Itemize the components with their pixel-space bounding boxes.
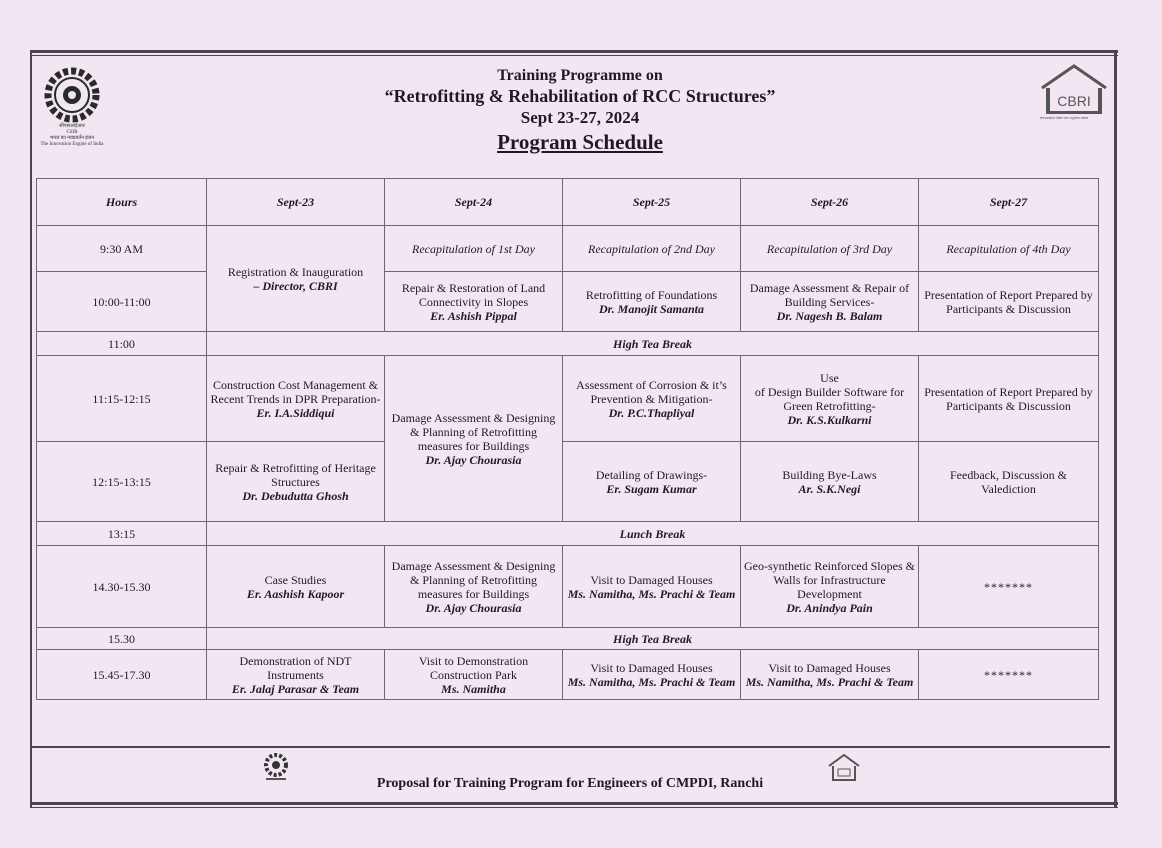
session-title: Damage Assessment & Designing & Planning of Retrofitting measures for Buildings: [391, 558, 556, 601]
bottom-border-rule-thin: [30, 807, 1118, 808]
session-speaker: Ms. Namitha, Ms. Prachi & Team: [567, 586, 736, 601]
footer-csir-logo: [262, 752, 290, 787]
session-title: Damage Assessment & Repair of Building Services-: [749, 280, 910, 309]
session-speaker: Dr. Ajay Chourasia: [425, 600, 522, 615]
session-cell: [385, 272, 563, 332]
hours-cell: 11:15-12:15: [37, 356, 207, 442]
recap-cell: Recapitulation of 3rd Day: [741, 226, 919, 272]
csir-caption-3: भारत का नवप्रवर्तन इंजन: [49, 136, 95, 141]
session-cell: [385, 546, 563, 628]
session-title: Visit to Damaged Houses: [590, 660, 713, 675]
session-cell: [207, 356, 385, 442]
session-title: Repair & Retrofitting of Heritage Structures: [215, 460, 376, 489]
hours-cell: 11:00: [37, 332, 207, 356]
session-title: Retrofitting of Foundations: [585, 287, 718, 302]
session-title: Registration & Inauguration: [227, 264, 364, 279]
top-border-rule-thin: [30, 55, 1118, 56]
cbri-tagline: सीएसआईआर-केंद्रीय भवन अनुसंधान संस्थान: [1040, 116, 1089, 120]
hours-cell: 15.45-17.30: [37, 650, 207, 700]
hours-cell: 12:15-13:15: [37, 442, 207, 522]
session-cell: [563, 650, 741, 700]
session-speaker: Er. Ashish Pippal: [430, 308, 517, 323]
session-cell: [385, 650, 563, 700]
session-speaker: Dr. Nagesh B. Balam: [776, 308, 883, 323]
break-label: High Tea Break: [207, 332, 1099, 356]
document-header: [200, 66, 960, 156]
table-header-row: [37, 179, 1099, 226]
hours-cell: 13:15: [37, 522, 207, 546]
placeholder-cell: *******: [919, 546, 1099, 628]
session-cell: [919, 356, 1099, 442]
cbri-house-icon: [1036, 62, 1112, 118]
col-header-sept25: Sept-25: [563, 179, 741, 226]
col-header-sept27: Sept-27: [919, 179, 1099, 226]
session-speaker: Ms. Namitha: [441, 681, 506, 696]
placeholder-cell: *******: [919, 650, 1099, 700]
left-border-rule: [30, 50, 32, 808]
table-row: [37, 272, 1099, 332]
session-speaker: Dr. Ajay Chourasia: [425, 452, 522, 467]
right-border-rule: [1114, 50, 1117, 808]
cbri-logo: [1036, 62, 1116, 132]
break-label: High Tea Break: [207, 628, 1099, 650]
top-border-rule: [30, 50, 1118, 53]
table-row: [37, 650, 1099, 700]
session-speaker: Dr. Debudutta Ghosh: [242, 488, 349, 503]
session-title: Building Bye-Laws: [782, 467, 877, 482]
session-speaker: Dr. P.C.Thapliyal: [608, 405, 695, 420]
hours-cell: 10:00-11:00: [37, 272, 207, 332]
schedule-table: [36, 178, 1099, 700]
session-title: Feedback, Discussion & Valediction: [950, 467, 1067, 496]
footer-rule: [30, 746, 1110, 748]
session-speaker: Er. Jalaj Parasar & Team: [231, 681, 360, 696]
session-speaker: Dr. K.S.Kulkarni: [787, 412, 872, 427]
session-title: Case Studies: [264, 572, 327, 587]
csir-caption-4: The Innovation Engine of India: [40, 142, 104, 147]
csir-caption-1: सीएसआईआर: [59, 124, 85, 129]
break-row: [37, 628, 1099, 650]
recap-cell: Recapitulation of 2nd Day: [563, 226, 741, 272]
session-cell: [385, 356, 563, 522]
bottom-border-rule: [30, 802, 1118, 805]
session-cell: [563, 546, 741, 628]
table-row: [37, 442, 1099, 522]
break-label: Lunch Break: [207, 522, 1099, 546]
session-title: Geo-synthetic Reinforced Slopes & Walls for Infrastructure Development: [744, 558, 915, 601]
break-row: [37, 522, 1099, 546]
col-header-sept23: Sept-23: [207, 179, 385, 226]
session-cell: [207, 546, 385, 628]
session-cell: [919, 442, 1099, 522]
session-speaker: Er. Sugam Kumar: [606, 481, 697, 496]
col-header-sept26: Sept-26: [741, 179, 919, 226]
header-line-2: “Retrofitting & Rehabilitation of RCC Structures”: [384, 86, 776, 106]
session-cell: [207, 650, 385, 700]
session-title: Repair & Restoration of Land Connectivity in Slopes: [401, 280, 546, 309]
session-title: Visit to Damaged Houses: [590, 572, 713, 587]
session-cell: [741, 546, 919, 628]
recap-cell: Recapitulation of 4th Day: [919, 226, 1099, 272]
header-line-3: Sept 23-27, 2024: [520, 108, 640, 127]
col-header-hours: Hours: [37, 179, 207, 226]
csir-logo: [34, 66, 110, 156]
footer-gear-icon: [262, 752, 290, 782]
footer-house-icon: [826, 752, 862, 786]
session-cell: [207, 442, 385, 522]
session-title: Damage Assessment & Designing & Planning of Retrofitting measures for Buildings: [391, 410, 556, 453]
session-title: Presentation of Report Prepared by Participants & Discussion: [924, 287, 1093, 316]
session-title: Detailing of Drawings-: [595, 467, 708, 482]
session-cell: [563, 442, 741, 522]
session-cell: [741, 442, 919, 522]
session-title: Visit to Demonstration Construction Park: [418, 653, 529, 682]
session-title: Use: [820, 370, 839, 385]
session-speaker: – Director, CBRI: [253, 278, 338, 293]
session-speaker: Er. Aashish Kapoor: [246, 586, 345, 601]
session-speaker: Ar. S.K.Negi: [798, 481, 861, 496]
session-title: Presentation of Report Prepared by Participants & Discussion: [924, 384, 1093, 413]
table-row: [37, 226, 1099, 272]
registration-cell: [207, 226, 385, 332]
session-cell: [919, 272, 1099, 332]
session-title: Construction Cost Management & Recent Trends in DPR Preparation-: [210, 377, 381, 406]
session-cell: [563, 272, 741, 332]
header-line-1: Training Programme on: [497, 67, 663, 84]
recap-cell: Recapitulation of 1st Day: [385, 226, 563, 272]
hours-cell: 15.30: [37, 628, 207, 650]
session-speaker: Ms. Namitha, Ms. Prachi & Team: [745, 674, 914, 689]
session-title: of Design Builder Software for Green Retrofitting-: [754, 384, 905, 413]
session-cell: [741, 272, 919, 332]
csir-gear-icon: [41, 66, 103, 124]
footer-text: Proposal for Training Program for Engineers of CMPDI, Ranchi: [376, 776, 764, 791]
hours-cell: 14.30-15.30: [37, 546, 207, 628]
session-speaker: Ms. Namitha, Ms. Prachi & Team: [567, 674, 736, 689]
table-row: [37, 546, 1099, 628]
session-cell: [563, 356, 741, 442]
session-speaker: Dr. Manojit Samanta: [598, 301, 705, 316]
session-title: Visit to Damaged Houses: [768, 660, 891, 675]
session-speaker: Er. I.A.Siddiqui: [256, 405, 335, 420]
session-speaker: Dr. Anindya Pain: [786, 600, 873, 615]
break-row: [37, 332, 1099, 356]
cbri-logo-text: CBRI: [1057, 93, 1091, 109]
table-row: [37, 356, 1099, 442]
col-header-sept24: Sept-24: [385, 179, 563, 226]
session-cell: [741, 650, 919, 700]
session-cell: [741, 356, 919, 442]
csir-caption-2: CSIR: [66, 130, 78, 135]
program-schedule-title: Program Schedule: [497, 130, 663, 154]
footer-cbri-logo: [826, 752, 862, 791]
hours-cell: 9:30 AM: [37, 226, 207, 272]
session-title: Demonstration of NDT Instruments: [239, 653, 352, 682]
session-title: Assessment of Corrosion & it’s Prevention & Mitigation-: [576, 377, 727, 406]
